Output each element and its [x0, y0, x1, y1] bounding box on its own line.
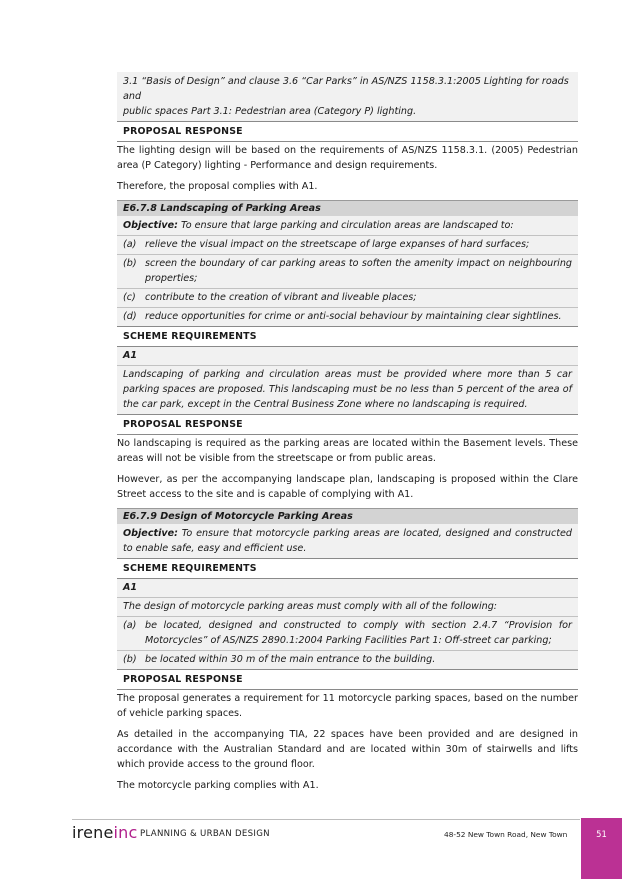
logo-wordmark-accent: inc [113, 823, 138, 842]
motorcycle-item [117, 650, 578, 669]
item-marker: (a) [123, 239, 137, 250]
motorcycle-objective [117, 524, 578, 558]
logo-wordmark: irene [72, 823, 114, 842]
landscaping-response-paragraph-1: No landscaping is required as the parking areas are located within the Basement levels. These areas will not be visible from the streetscape or from public areas. [117, 438, 578, 464]
landscaping-objective-block [117, 216, 578, 326]
landscaping-item [117, 235, 578, 254]
objective-text: To ensure that motorcycle parking areas are located, designed and constructed to enable safe, easy and efficient use. [123, 528, 572, 554]
landscaping-item [117, 307, 578, 326]
item-text: relieve the visual impact on the streetscape of large expanses of hard surfaces; [145, 239, 530, 250]
motorcycle-response-paragraph-1: The proposal generates a requirement for 11 motorcycle parking spaces, based on the number of vehicle parking spaces. [117, 693, 578, 719]
standard-reference-line-2: public spaces Part 3.1: Pedestrian area (Category P) lighting. [123, 106, 417, 117]
document-body [117, 72, 578, 799]
motorcycle-response-paragraph-3: The motorcycle parking complies with A1. [117, 780, 319, 791]
item-text: be located, designed and constructed to comply with section 2.4.7 “Provision for Motorcycles” of AS/NZS 2890.1:2004 Parking Facilities Part 1: Off-street car parking; [145, 620, 572, 646]
landscaping-objective [117, 216, 578, 235]
motorcycle-objective-block [117, 524, 578, 558]
motorcycle-scheme-header: SCHEME REQUIREMENTS [117, 558, 578, 579]
page-number: 51 [596, 829, 607, 839]
motorcycle-a1-label: A1 [123, 582, 138, 593]
item-text: contribute to the creation of vibrant and liveable places; [145, 292, 417, 303]
objective-text: To ensure that large parking and circulation areas are landscaped to: [177, 220, 514, 231]
item-marker: (b) [123, 654, 137, 665]
footer-divider [72, 819, 580, 820]
landscaping-a1-label: A1 [123, 350, 138, 361]
landscaping-a1-text: Landscaping of parking and circulation areas must be provided where more than 5 car parking spaces are proposed. This landscaping must be no less than 5 percent of the area of the car park, except in the Central Business Zone where no landscaping is required. [117, 365, 578, 414]
item-marker: (d) [123, 311, 137, 322]
landscaping-response-paragraph-2: However, as per the accompanying landscape plan, landscaping is proposed within the Clare Street access to the site and is capable of complying with A1. [117, 474, 578, 500]
lighting-response-paragraph-1: The lighting design will be based on the requirements of AS/NZS 1158.3.1. (2005) Pedestrian area (P Category) lighting - Performance and design requirements. [117, 145, 578, 171]
lighting-response-header: PROPOSAL RESPONSE [117, 121, 578, 142]
lighting-response-paragraph-2: Therefore, the proposal complies with A1. [117, 181, 318, 192]
landscaping-a1-block [117, 347, 578, 414]
landscaping-section-title: E6.7.8 Landscaping of Parking Areas [117, 200, 578, 216]
company-logo [72, 823, 137, 842]
logo-tagline: PLANNING & URBAN DESIGN [140, 829, 270, 839]
objective-label: Objective: [123, 220, 178, 231]
landscaping-item [117, 254, 578, 288]
motorcycle-item [117, 616, 578, 650]
page-number-tab [581, 818, 622, 879]
item-text: screen the boundary of car parking areas to soften the amenity impact on neighbouring properties; [145, 258, 572, 284]
motorcycle-section-title: E6.7.9 Design of Motorcycle Parking Areas [117, 508, 578, 524]
motorcycle-a1-intro: The design of motorcycle parking areas must comply with all of the following: [117, 597, 578, 616]
motorcycle-response-paragraph-2: As detailed in the accompanying TIA, 22 spaces have been provided and are designed in accordance with the Australian Standard and are located within 30m of stairwells and lifts which provide access to the ground floor. [117, 729, 578, 770]
site-address: 48-52 New Town Road, New Town [444, 830, 568, 839]
item-marker: (b) [123, 258, 137, 269]
standard-reference-line-1: 3.1 “Basis of Design” and clause 3.6 “Car Parks” in AS/NZS 1158.3.1:2005 Lighting for roads and [123, 76, 569, 102]
motorcycle-response-header: PROPOSAL RESPONSE [117, 669, 578, 690]
motorcycle-a1-block [117, 579, 578, 669]
item-marker: (c) [123, 292, 136, 303]
objective-label: Objective: [123, 528, 178, 539]
landscaping-item [117, 288, 578, 307]
item-text: be located within 30 m of the main entrance to the building. [145, 654, 436, 665]
standard-reference-cell [117, 72, 578, 121]
item-marker: (a) [123, 620, 137, 631]
landscaping-response-header: PROPOSAL RESPONSE [117, 414, 578, 435]
item-text: reduce opportunities for crime or anti-social behaviour by maintaining clear sightlines. [145, 311, 562, 322]
landscaping-scheme-header: SCHEME REQUIREMENTS [117, 326, 578, 347]
